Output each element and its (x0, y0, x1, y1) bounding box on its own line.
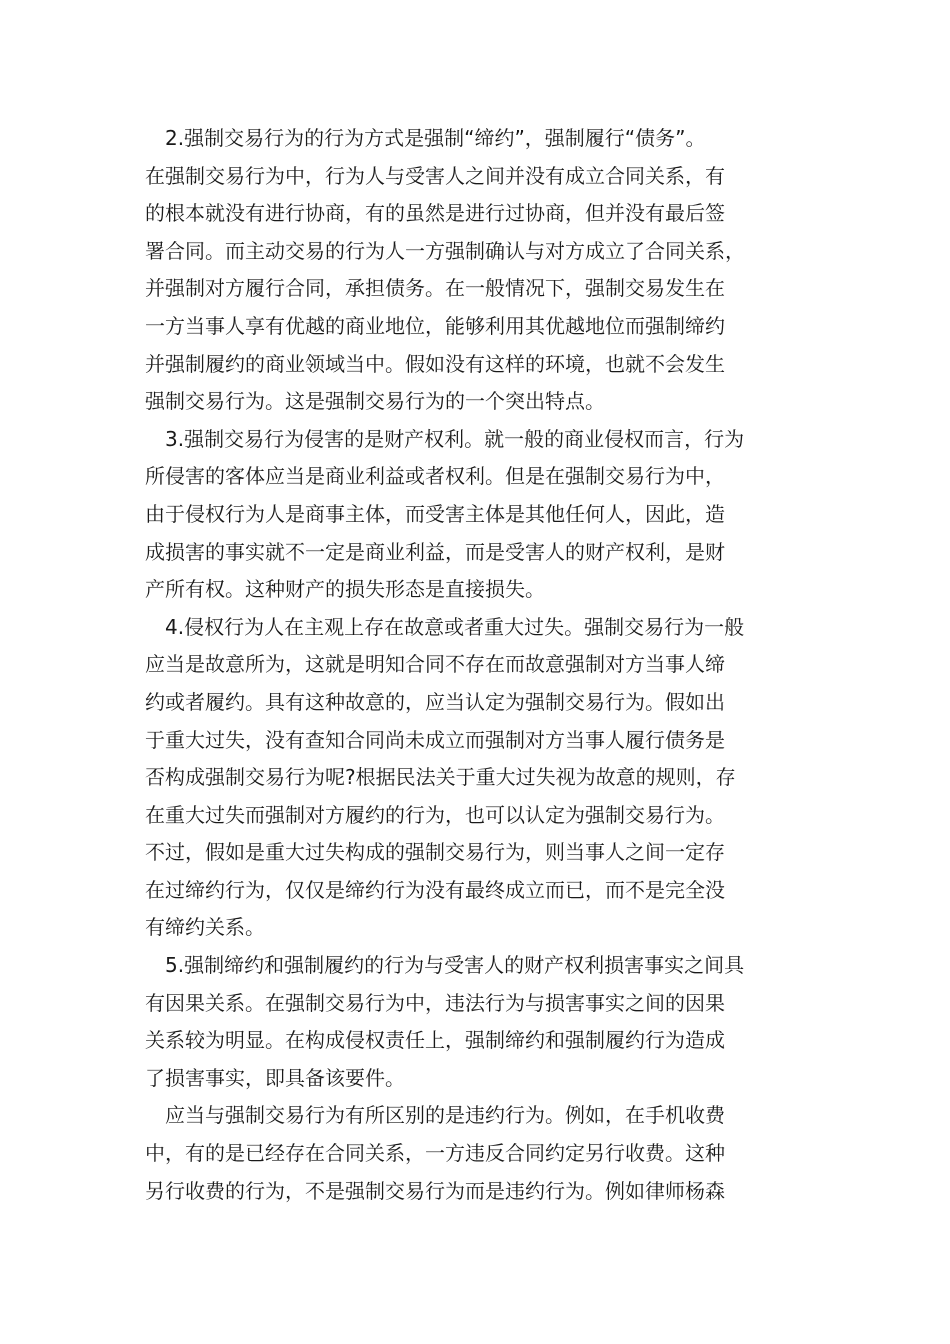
text-line: 署合同。而主动交易的行为人一方强制确认与对方成立了合同关系， (145, 238, 745, 263)
text-line: 在强制交易行为中，行为人与受害人之间并没有成立合同关系，有 (145, 163, 725, 188)
text-line: 另行收费的行为，不是强制交易行为而是违约行为。例如律师杨森 (145, 1178, 725, 1203)
text-line: 中，有的是已经存在合同关系，一方违反合同约定另行收费。这种 (145, 1141, 725, 1166)
text-line: 由于侵权行为人是商事主体，而受害主体是其他任何人，因此，造 (145, 501, 725, 526)
text-line: 关系较为明显。在构成侵权责任上，强制缔约和强制履约行为造成 (145, 1028, 725, 1053)
text-line: 产所有权。这种财产的损失形态是直接损失。 (145, 577, 545, 602)
text-line: 3.强制交易行为侵害的是财产权利。就一般的商业侵权而言，行为 (165, 426, 745, 451)
text-line: 2.强制交易行为的行为方式是强制“缔约”，强制履行“债务”。 (165, 126, 706, 150)
text-line: 否构成强制交易行为呢?根据民法关于重大过失视为故意的规则，存 (145, 765, 736, 790)
paragraph-4 (145, 609, 810, 947)
text-line: 并强制对方履行合同，承担债务。在一般情况下，强制交易发生在 (145, 276, 725, 301)
text-line: 有因果关系。在强制交易行为中，违法行为与损害事实之间的因果 (145, 990, 725, 1015)
text-line: 所侵害的客体应当是商业利益或者权利。但是在强制交易行为中， (145, 464, 725, 489)
text-line: 了损害事实，即具备该要件。 (145, 1065, 405, 1090)
paragraph-5 (145, 947, 810, 1097)
text-line: 应当是故意所为，这就是明知合同不存在而故意强制对方当事人缔 (145, 652, 725, 677)
text-line: 不过，假如是重大过失构成的强制交易行为，则当事人之间一定存 (145, 840, 725, 865)
text-line: 有缔约关系。 (145, 915, 265, 940)
text-line: 在过缔约行为，仅仅是缔约行为没有最终成立而已，而不是完全没 (145, 877, 725, 902)
text-line: 于重大过失，没有查知合同尚未成立而强制对方当事人履行债务是 (145, 727, 725, 752)
text-line: 应当与强制交易行为有所区别的是违约行为。例如，在手机收费 (165, 1103, 725, 1128)
text-line: 一方当事人享有优越的商业地位，能够利用其优越地位而强制缔约 (145, 313, 725, 338)
text-line: 并强制履约的商业领域当中。假如没有这样的环境，也就不会发生 (145, 351, 725, 376)
paragraph-distinction (145, 1097, 810, 1210)
text-line: 4.侵权行为人在主观上存在故意或者重大过失。强制交易行为一般 (165, 614, 745, 639)
text-line: 在重大过失而强制对方履约的行为，也可以认定为强制交易行为。 (145, 802, 725, 827)
text-line: 5.强制缔约和强制履约的行为与受害人的财产权利损害事实之间具 (165, 953, 745, 978)
paragraph-2 (145, 120, 810, 421)
document-body (145, 120, 810, 1210)
text-line: 约或者履约。具有这种故意的，应当认定为强制交易行为。假如出 (145, 689, 725, 714)
text-line: 的根本就没有进行协商，有的虽然是进行过协商，但并没有最后签 (145, 201, 725, 226)
paragraph-3 (145, 421, 810, 609)
text-line: 成损害的事实就不一定是商业利益，而是受害人的财产权利，是财 (145, 539, 725, 564)
text-line: 强制交易行为。这是强制交易行为的一个突出特点。 (145, 389, 605, 414)
